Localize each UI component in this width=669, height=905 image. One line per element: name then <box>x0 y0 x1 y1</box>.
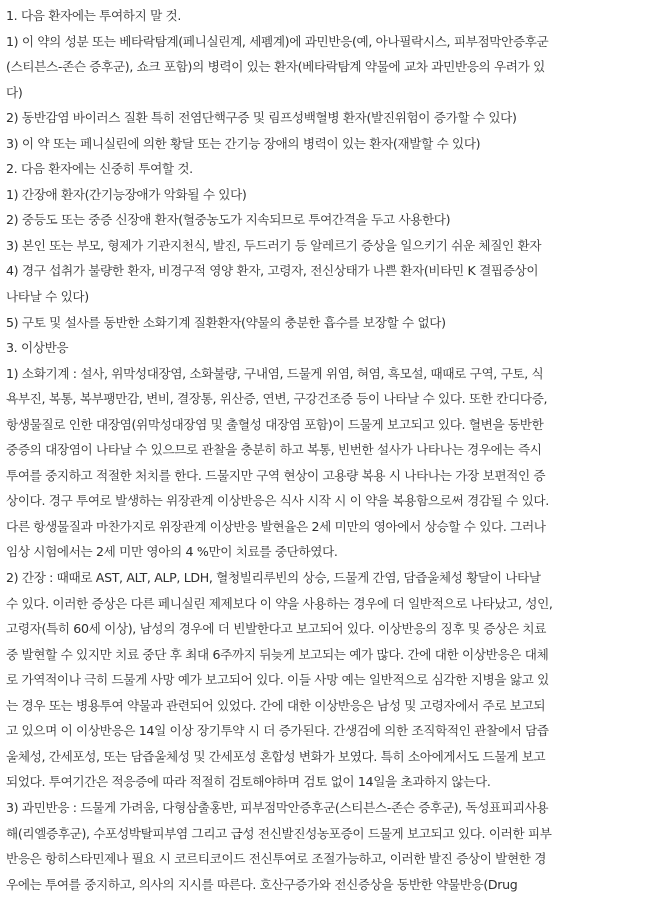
text-line: 2. 다음 환자에는 신중히 투여할 것. <box>6 161 193 177</box>
text-line: 2) 동반감염 바이러스 질환 특히 전염단핵구증 및 림프성백혈병 환자(발진위험이 증가할 수 있다) <box>6 110 517 126</box>
text-line: 다른 항생물질과 마찬가지로 위장관계 이상반응 발현율은 2세 미만의 영아에서 상승할 수 있다. 그러나 <box>6 518 546 534</box>
text-line: (스티븐스-존슨 증후군), 쇼크 포함)의 병력이 있는 환자(베타락탐계 약물에 교차 과민반응의 우려가 있 <box>6 59 545 75</box>
text-line: 욕부진, 복통, 복부팽만감, 변비, 결장통, 위산증, 연변, 구강건조증 등이 나타날 수 있다. 또한 칸디다증, <box>6 391 548 407</box>
text-line: 로 가역적이나 극히 드물게 사망 예가 보고되어 있다. 이들 사망 예는 일반적으로 심각한 지병을 앓고 있 <box>6 672 549 688</box>
text-line: 임상 시험에서는 2세 미만 영아의 4 %만이 치료를 중단하였다. <box>6 544 338 560</box>
text-line: 울체성, 간세포성, 또는 담즙울체성 및 간세포성 혼합성 변화가 보였다. 특히 소아에게서도 드물게 보고 <box>6 748 546 764</box>
text-line: 반응은 항히스타민제나 필요 시 코르티코이드 전신투여로 조절가능하고, 이러한 발진 증상이 발현한 경 <box>6 851 547 867</box>
text-line: 는 경우 또는 병용투여 약물과 관련되어 있었다. 간에 대한 이상반응은 남성 및 고령자에서 주로 보고되 <box>6 697 546 713</box>
text-line: 3. 이상반응 <box>6 340 69 356</box>
text-line: 고령자(특히 60세 이상), 남성의 경우에 더 빈발한다고 보고되어 있다. 이상반응의 징후 및 증상은 치료 <box>6 621 547 637</box>
text-line: 3) 본인 또는 부모, 형제가 기관지천식, 발진, 두드러기 등 알레르기 증상을 일으키기 쉬운 체질인 환자 <box>6 237 542 253</box>
text-line: 1) 간장애 환자(간기능장애가 악화될 수 있다) <box>6 186 247 202</box>
text-line: 우에는 투여를 중지하고, 의사의 지시를 따른다. 호산구증가와 전신증상을 동반한 약물반응(Drug <box>6 876 518 892</box>
text-line: 3) 과민반응 : 드물게 가려움, 다형삼출홍반, 피부점막안증후군(스티븐스-존슨 증후군), 독성표피괴사용 <box>6 799 549 815</box>
text-line: 1. 다음 환자에는 투여하지 말 것. <box>6 8 182 23</box>
text-line: 2) 간장 : 때때로 AST, ALT, ALP, LDH, 혈청빌리루빈의 상승, 드물게 간염, 담즙울체성 황달이 나타날 <box>6 570 541 586</box>
text-line: 상이다. 경구 투여로 발생하는 위장관계 이상반응은 식사 시작 시 이 약을 복용함으로써 경감될 수 있다. <box>6 493 549 509</box>
text-line: 되었다. 투여기간은 적응증에 따라 적절히 검토해야하며 검토 없이 14일을 초과하지 않는다. <box>6 774 491 790</box>
text-line: 고 있으며 이 이상반응은 14일 이상 장기투약 시 더 증가된다. 간생검에 의한 조직학적인 관찰에서 담즙 <box>6 723 549 739</box>
text-line: 투여를 중지하고 적절한 처치를 한다. 드물지만 구역 현상이 고용량 복용 시 나타나는 가장 보편적인 증 <box>6 467 546 483</box>
text-line: 4) 경구 섭취가 불량한 환자, 비경구적 영양 환자, 고령자, 전신상태가 나쁜 환자(비타민 K 결핍증상이 <box>6 263 539 279</box>
text-line: 2) 중등도 또는 중증 신장애 환자(혈중농도가 지속되므로 투여간격을 두고 사용한다) <box>6 212 451 228</box>
text-line: 해(리엘증후군), 수포성박탈피부염 그리고 급성 전신발진성농포증이 드물게 보고되고 있다. 이러한 피부 <box>6 825 552 841</box>
text-line: 수 있다. 이러한 증상은 다른 페니실린 제제보다 이 약을 사용하는 경우에 더 일반적으로 나타났고, 성인, <box>6 595 553 611</box>
text-line: 3) 이 약 또는 페니실린에 의한 황달 또는 간기능 장애의 병력이 있는 환자(재발할 수 있다) <box>6 135 481 151</box>
text-line: 나타날 수 있다) <box>6 289 89 305</box>
text-line: 5) 구토 및 설사를 동반한 소화기계 질환환자(약물의 충분한 흡수를 보장할 수 없다) <box>6 314 446 330</box>
text-line: 항생물질로 인한 대장염(위막성대장염 및 출혈성 대장염 포함)이 드물게 보고되고 있다. 혈변을 동반한 <box>6 416 544 432</box>
text-line: 1) 이 약의 성분 또는 베타락탐계(페니실린계, 세펨계)에 과민반응(예, 아나필락시스, 피부점막안증후군 <box>6 33 549 49</box>
text-line: 다) <box>6 84 23 100</box>
text-line: 중 발현할 수 있지만 치료 중단 후 최대 6주까지 뒤늦게 보고되는 예가 많다. 간에 대한 이상반응은 대체 <box>6 646 549 662</box>
text-line: 1) 소화기계 : 설사, 위막성대장염, 소화불량, 구내염, 드물게 위염, 혀염, 흑모설, 때때로 구역, 구토, 식 <box>6 365 544 381</box>
text-line: 중증의 대장염이 나타날 수 있으므로 관찰을 충분히 하고 복통, 빈번한 설사가 나타나는 경우에는 즉시 <box>6 442 542 458</box>
